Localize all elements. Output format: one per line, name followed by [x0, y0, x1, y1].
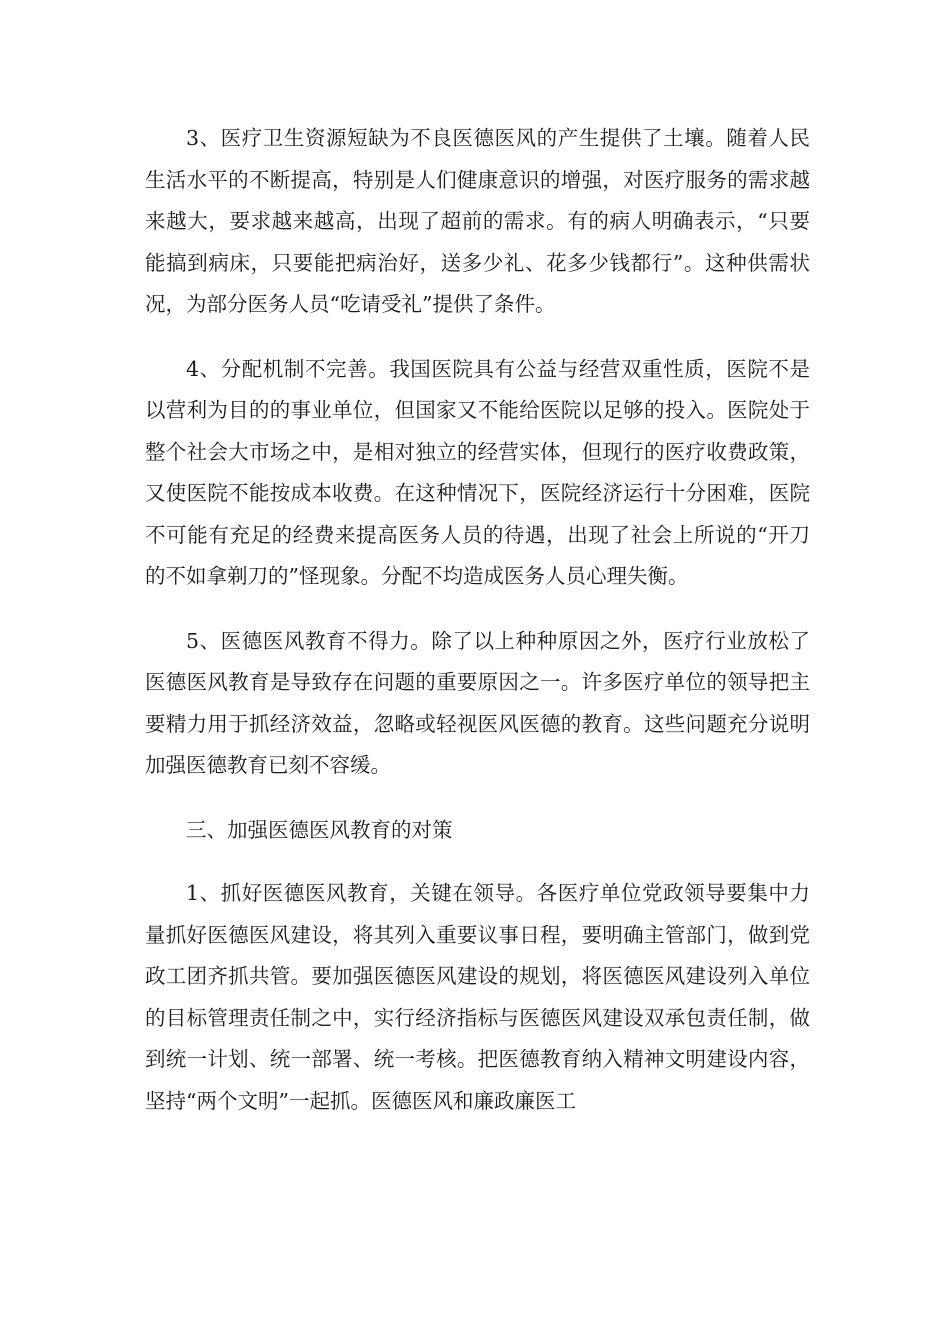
paragraph-distribution-mechanism: 4、分配机制不完善。我国医院具有公益与经营双重性质，医院不是以营利为目的的事业单位，但国家又不能给医院以足够的投入。医院处于整个社会大市场之中，是相对独立的经营实体，但现行的医疗收费政策，又使医院不能按成本收费。在这种情况下，医院经济运行十分困难，医院不可能有充足的经费来提高医务人员的待遇，出现了社会上所说的“开刀的不如拿剃刀的”怪现象。分配不均造成医务人员心理失衡。 [145, 356, 810, 588]
paragraph-leadership: 1、抓好医德医风教育，关键在领导。各医疗单位党政领导要集中力量抓好医德医风建设，将其列入重要议事日程，要明确主管部门，做到党政工团齐抓共管。要加强医德医风建设的规划，将医德医风建设列入单位的目标管理责任制之中，实行经济指标与医德医风建设双承包责任制，做到统一计划、统一部署、统一考核。把医德教育纳入精神文明建设内容，坚持“两个文明”一起抓。医德医风和廉政廉医工 [145, 881, 810, 1113]
document-body [145, 118, 810, 1145]
paragraph-ethics-education: 5、医德医风教育不得力。除了以上种种原因之外，医疗行业放松了医德医风教育是导致存在问题的重要原因之一。许多医疗单位的领导把主要精力用于抓经济效益，忽略或轻视医风医德的教育。这些问题充分说明加强医德教育已刻不容缓。 [145, 628, 810, 777]
section-heading-countermeasures: 三、加强医德医风教育的对策 [186, 817, 453, 842]
paragraph-resource-shortage: 3、医疗卫生资源短缺为不良医德医风的产生提供了土壤。随着人民生活水平的不断提高，特别是人们健康意识的增强，对医疗服务的需求越来越大，要求越来越高，出现了超前的需求。有的病人明确表示，“只要能搞到病床，只要能把病治好，送多少礼、花多少钱都行”。这种供需状况，为部分医务人员“吃请受礼”提供了条件。 [145, 126, 810, 316]
